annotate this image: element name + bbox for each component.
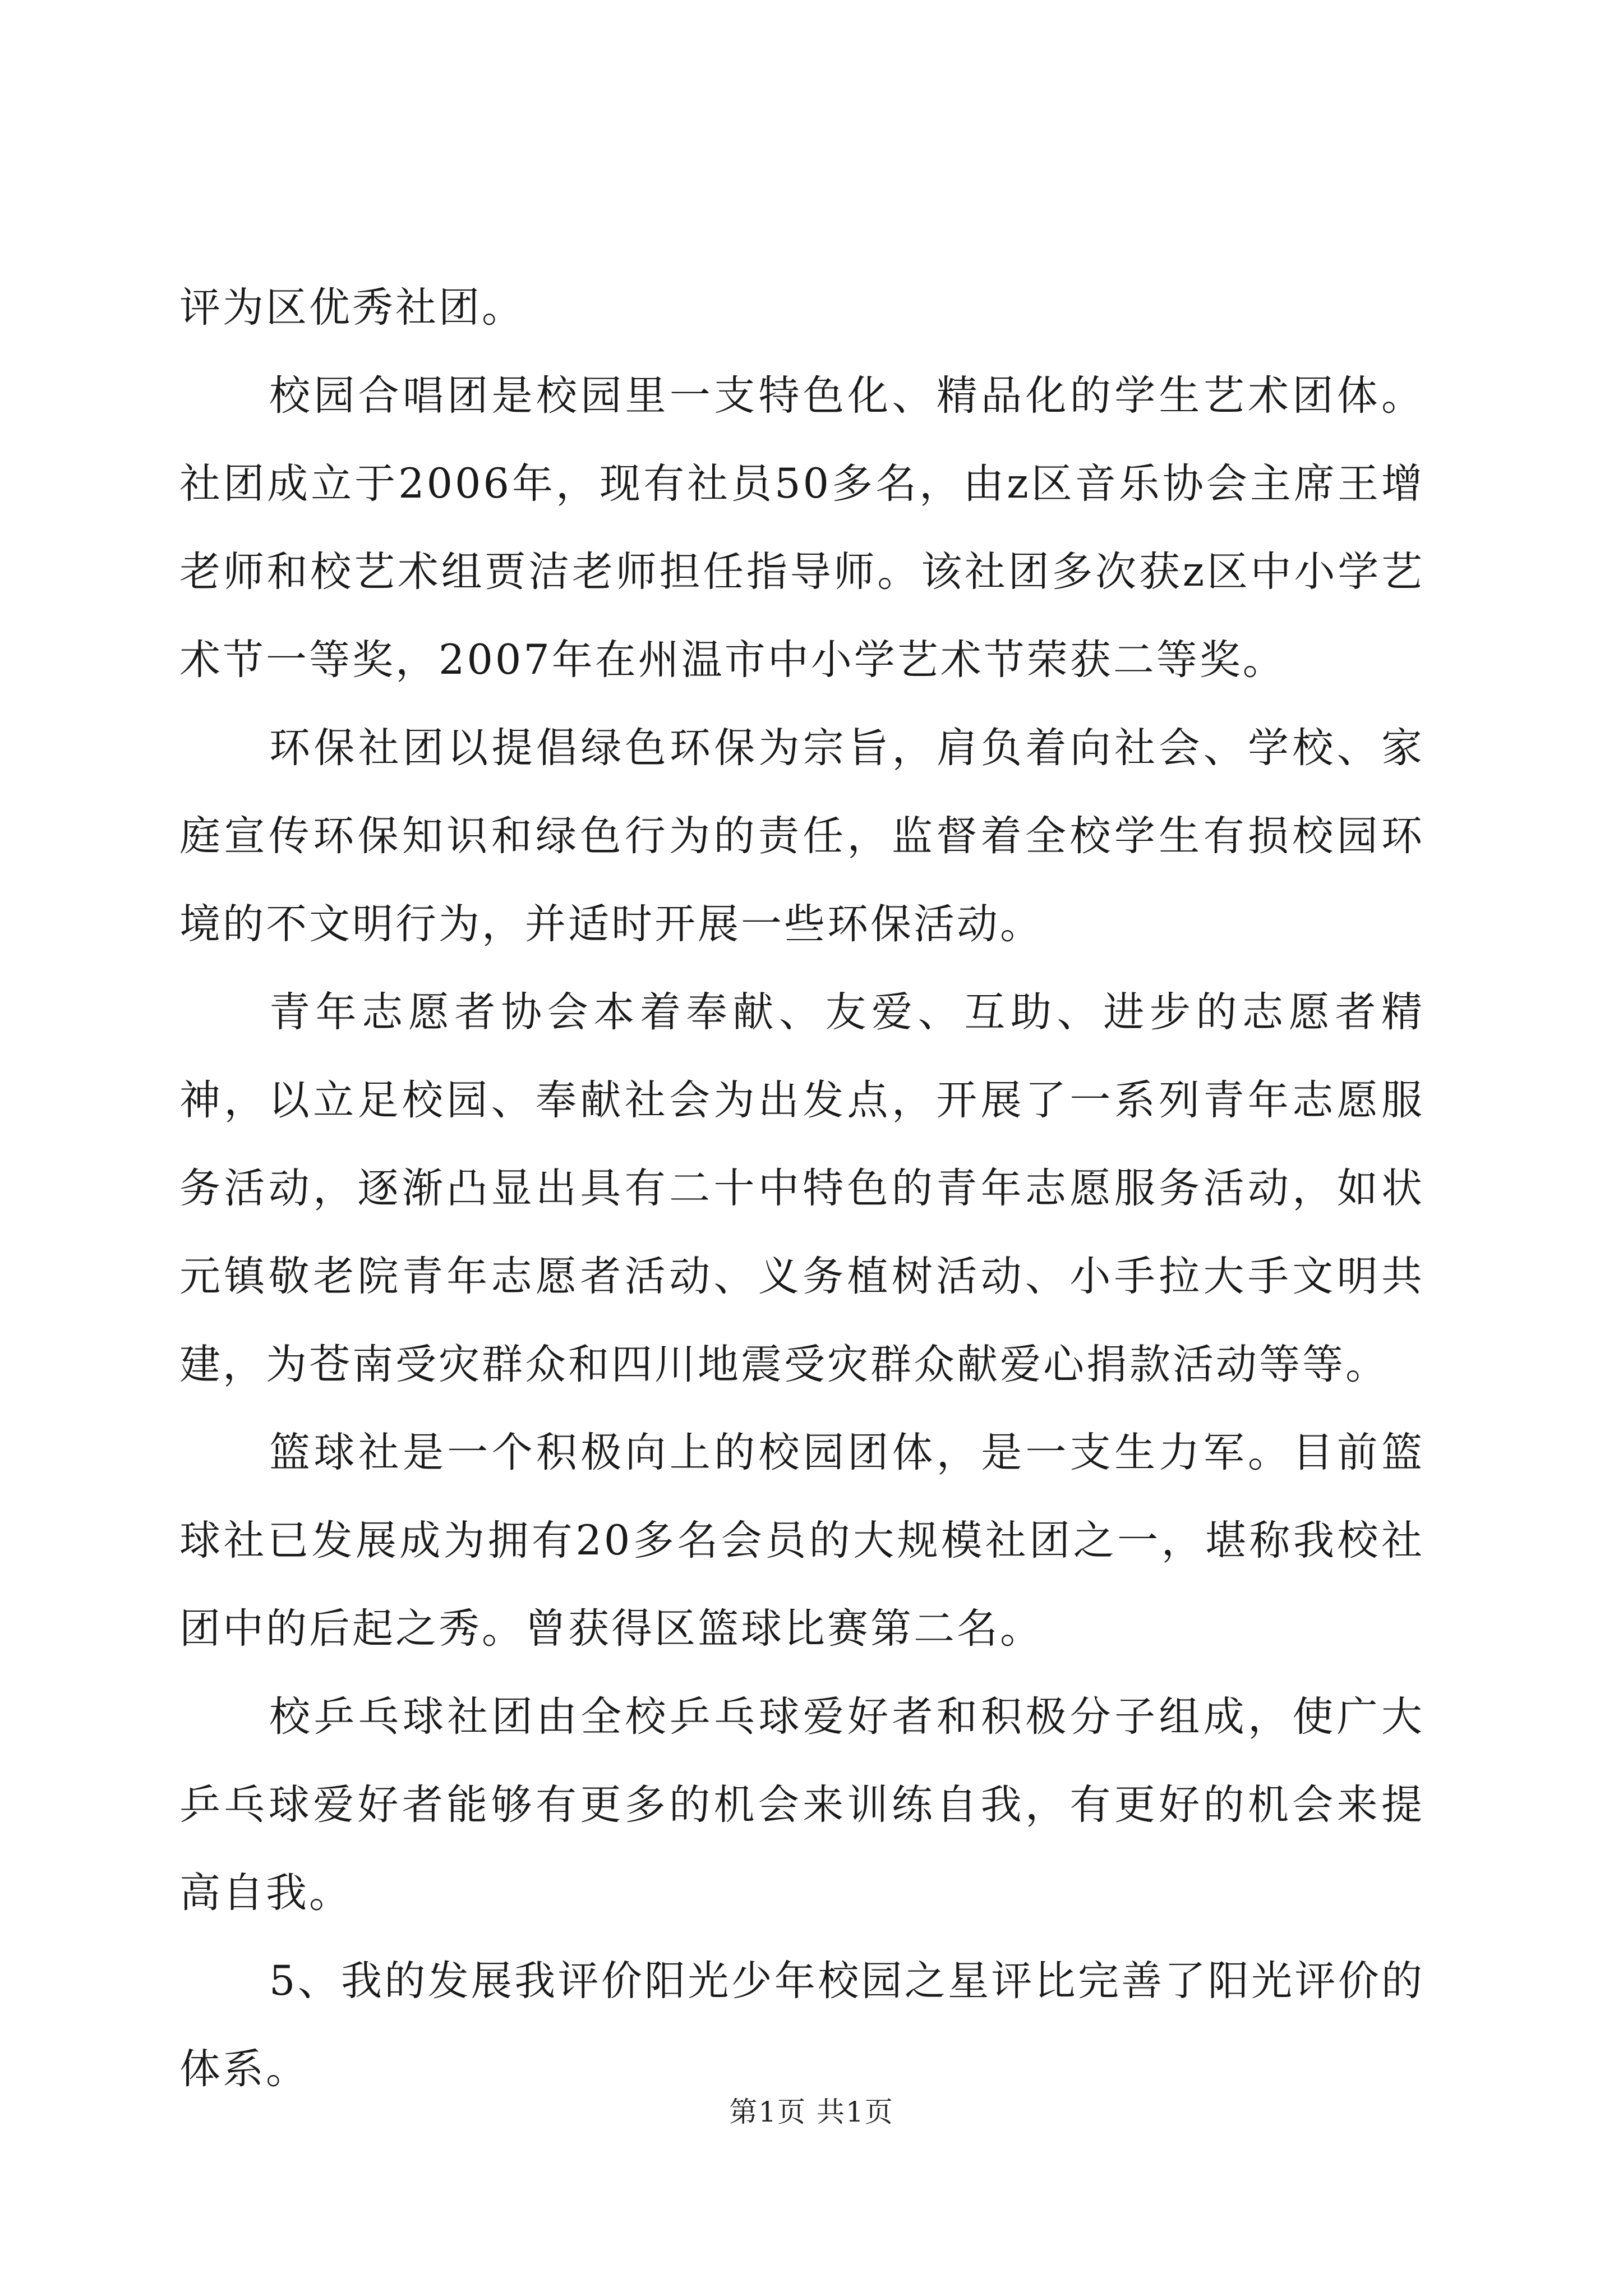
page-footer: 第1页 共1页 <box>729 2096 894 2128</box>
document-body <box>179 264 1424 2113</box>
paragraph-environmental-club: 环保社团以提倡绿色环保为宗旨，肩负着向社会、学校、家庭宣传环保知识和绿色行为的责任，监督着全校学生有损校园环境的不文明行为，并适时开展一些环保活动。 <box>179 724 1424 948</box>
paragraph-continuation: 评为区优秀社团。 <box>179 284 525 332</box>
paragraph-table-tennis-club: 校乒乓球社团由全校乒乓球爱好者和积极分子组成，使广大乒乓球爱好者能够有更多的机会来训练自我，有更好的机会来提高自我。 <box>179 1693 1424 1917</box>
paragraph-choir: 校园合唱团是校园里一支特色化、精品化的学生艺术团体。社团成立于2006年，现有社员50多名，由z区音乐协会主席王增老师和校艺术组贾洁老师担任指导师。该社团多次获z区中小学艺术节一等奖，2007年在州温市中小学艺术节荣获二等奖。 <box>179 372 1424 684</box>
paragraph-basketball-club: 篮球社是一个积极向上的校园团体，是一支生力军。目前篮球社已发展成为拥有20多名会员的大规模社团之一，堪称我校社团中的后起之秀。曾获得区篮球比赛第二名。 <box>179 1429 1424 1653</box>
paragraph-evaluation: 5、我的发展我评价阳光少年校园之星评比完善了阳光评价的体系。 <box>179 1957 1424 2093</box>
paragraph-volunteer-association: 青年志愿者协会本着奉献、友爱、互助、进步的志愿者精神，以立足校园、奉献社会为出发点，开展了一系列青年志愿服务活动，逐渐凸显出具有二十中特色的青年志愿服务活动，如状元镇敬老院青年志愿者活动、义务植树活动、小手拉大手文明共建，为苍南受灾群众和四川地震受灾群众献爱心捐款活动等等。 <box>179 988 1424 1388</box>
